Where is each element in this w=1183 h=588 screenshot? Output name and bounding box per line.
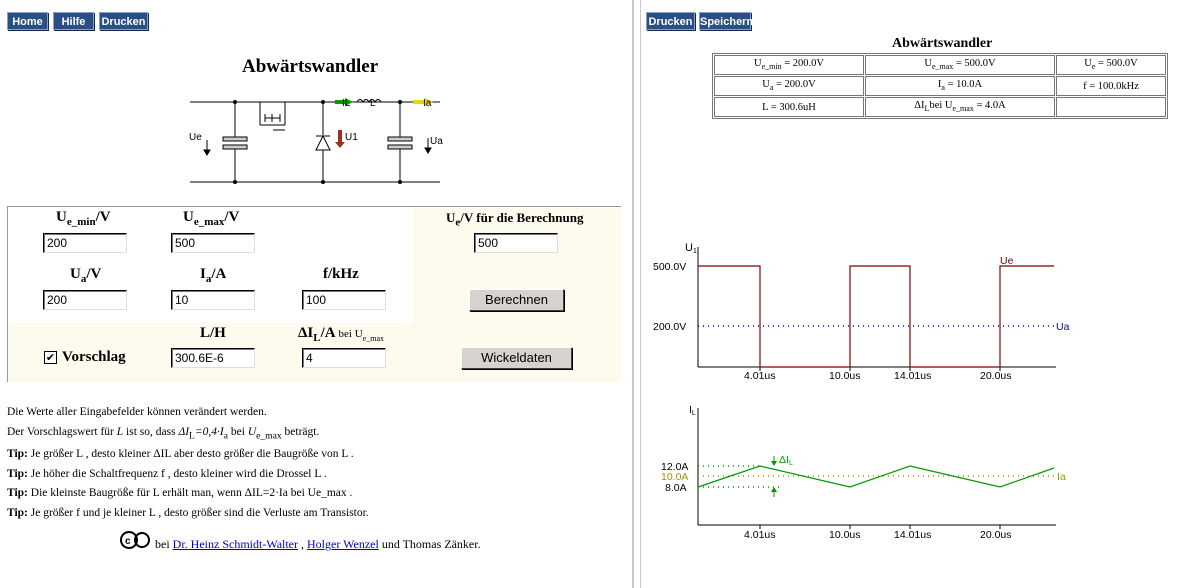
result-ue-min: $U_{e\_min} = 200.0V$: [714, 55, 864, 75]
dil-label: $\Delta I_L/A$ bei $U_{e\_max}$: [298, 325, 384, 344]
result-ue-max: $U_{e\_max} = 500.0V$: [865, 55, 1055, 75]
ue-calc-label: $U_e/V$ für die Berechnung: [446, 210, 584, 229]
home-button[interactable]: Home: [7, 12, 48, 30]
ia-label: $I_a/A$: [200, 266, 227, 285]
ua-series-label: Ua: [1056, 321, 1070, 333]
ia-input[interactable]: [171, 290, 255, 310]
dil-chart-label: ΔIL: [779, 454, 793, 467]
tick-12a: 12.0A: [661, 461, 689, 473]
ua-label: $U_a/V$: [70, 266, 102, 285]
v-xtick-2: 10.0us: [829, 370, 861, 382]
v-xtick-1: 4.01us: [744, 370, 776, 382]
il-waveform: [698, 466, 1054, 487]
v-xtick-3: 14.01us: [894, 370, 932, 382]
input-panel: [7, 206, 621, 382]
tick-10a: 10.0A: [661, 471, 689, 483]
result-ia: $I_a = 10.0A$: [865, 76, 1055, 96]
frame-divider[interactable]: [632, 0, 641, 588]
copyright-icon: [120, 531, 152, 549]
calculate-button[interactable]: Berechnen: [469, 289, 564, 311]
tip-4: Tip: Je größer f und je kleiner L , desto größer sind die Verluste am Transistor.: [7, 506, 369, 519]
i-xtick-1: 4.01us: [744, 529, 776, 541]
ue-max-label: $U_{e\_max}/V$: [183, 209, 240, 228]
svg-text:c: c: [125, 536, 131, 547]
circuit-l-label: L: [370, 98, 376, 109]
note-line-1: Die Werte aller Eingabefelder können verändert werden.: [7, 406, 267, 418]
v-xtick-4: 20.0us: [980, 370, 1012, 382]
circuit-ue-label: Ue: [189, 132, 202, 143]
l-input[interactable]: [171, 348, 255, 368]
dil-input[interactable]: [302, 348, 386, 368]
suggestion-checkbox[interactable]: ✔: [45, 351, 56, 364]
help-button[interactable]: Hilfe: [53, 12, 94, 30]
i-xtick-2: 10.0us: [829, 529, 861, 541]
result-ue: $U_e = 500.0V$: [1056, 55, 1166, 75]
ue-waveform: [698, 266, 1054, 367]
tip-1: Tip: Je größer L , desto kleiner ΔIL aber desto größer die Baugröße von L .: [7, 448, 354, 461]
note-line-2: Der Vorschlagswert für L ist so, dass $\Delta I_L=0,4\cdot I_a$ bei $U_{e\_max}$ beträgt.: [7, 425, 320, 441]
ia-series-label: Ia: [1057, 471, 1066, 483]
tick-8a: 8.0A: [665, 482, 687, 494]
tip-3: Tip: Die kleinste Baugröße für L erhält man, wenn ΔIL=2·Ia bei Ue_max .: [7, 487, 353, 500]
results-title: Abwärtswandler: [892, 36, 993, 51]
current-chart: [641, 400, 1081, 550]
ue-series-label: Ue: [1000, 255, 1014, 267]
i-xtick-3: 14.01us: [894, 529, 932, 541]
ua-input[interactable]: [43, 290, 127, 310]
circuit-u1-label: U1: [345, 132, 358, 143]
ue-max-input[interactable]: [171, 233, 255, 253]
current-y-label: IL: [689, 404, 696, 417]
i-xtick-4: 20.0us: [980, 529, 1012, 541]
winding-data-button[interactable]: Wickeldaten: [461, 347, 572, 369]
author-link-2[interactable]: Holger Wenzel: [307, 537, 379, 551]
ue-calc-input[interactable]: [474, 233, 558, 253]
print-button-right[interactable]: Drucken: [646, 12, 695, 30]
suggestion-label: Vorschlag: [62, 349, 126, 365]
credits: bei Dr. Heinz Schmidt-Walter , Holger Wenzel und Thomas Zänker.: [155, 537, 481, 551]
circuit-il-label: IL: [342, 98, 351, 109]
tip-2: Tip: Je höher die Schaltfrequenz f , desto kleiner wird die Drossel L .: [7, 467, 327, 480]
result-empty: [1056, 97, 1166, 117]
result-l: L = 300.6uH: [714, 97, 864, 117]
result-ua: $U_a = 200.0V$: [714, 76, 864, 96]
l-label: L/H: [200, 325, 226, 341]
voltage-chart: [641, 235, 1081, 385]
tick-200v: 200.0V: [653, 321, 687, 333]
right-frame: [641, 0, 1183, 588]
print-button-left[interactable]: Drucken: [99, 12, 148, 30]
author-link-1[interactable]: Dr. Heinz Schmidt-Walter: [172, 537, 299, 551]
result-dil: $\Delta I_Lbei$ $U_{e\_max} = 4.0A$: [865, 97, 1055, 117]
page-title: Abwärtswandler: [242, 56, 379, 77]
ue-min-input[interactable]: [43, 233, 127, 253]
tick-500v: 500.0V: [653, 261, 687, 273]
ue-min-label: $U_{e\_min}/V$: [56, 209, 111, 228]
circuit-diagram: [185, 90, 445, 190]
f-input[interactable]: [302, 290, 386, 310]
f-label: f/kHz: [323, 266, 359, 282]
save-button[interactable]: Speichern: [699, 12, 751, 30]
voltage-y-label: U1: [685, 242, 697, 255]
circuit-ia-label: Ia: [423, 98, 432, 109]
circuit-ua-label: Ua: [430, 136, 443, 147]
results-table: [712, 53, 1168, 119]
result-f: f = 100.0kHz: [1056, 76, 1166, 96]
notes: [7, 403, 369, 523]
